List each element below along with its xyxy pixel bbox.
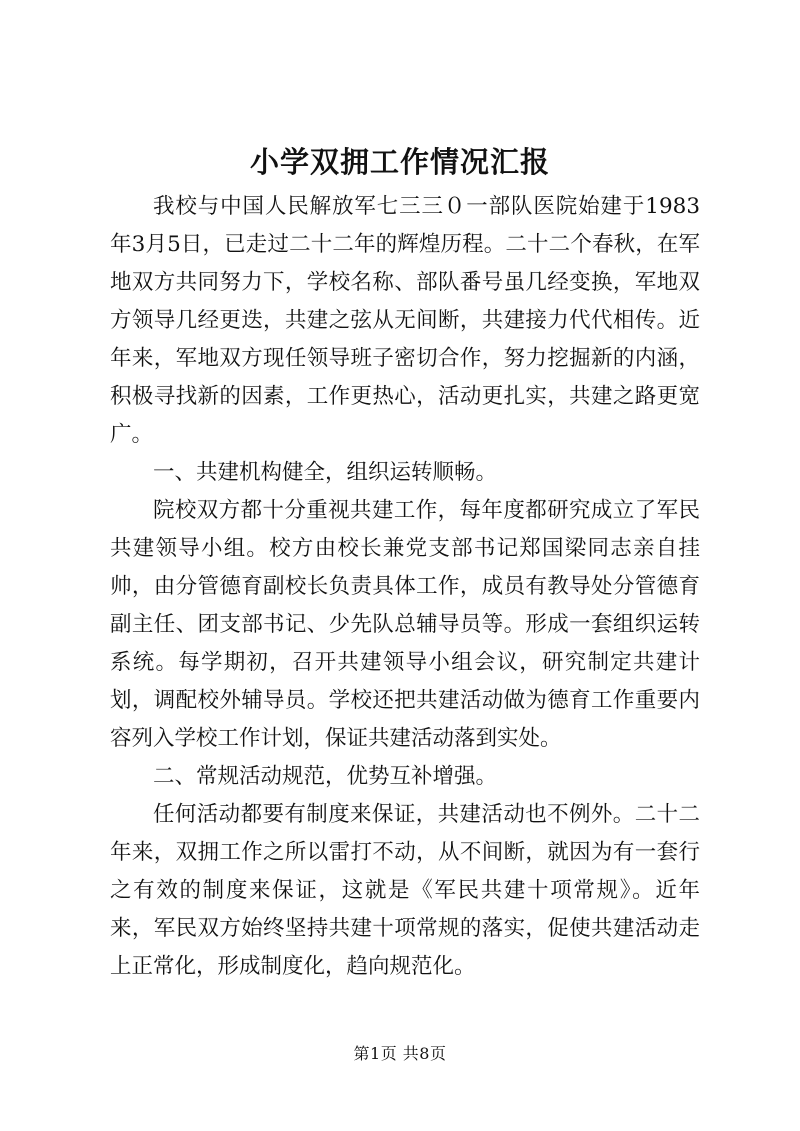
section-heading-activities: 二、常规活动规范，优势互补增强。 [153,764,498,789]
body-paragraph-organization: 院校双方都十分重视共建工作，每年度都研究成立了军民共建领导小组。校方由校长兼党支部书记郑国梁同志亲自挂帅，由分管德育副校长负责具体工作，成员有教导处分管德育副主任、团支部书记、少先队总辅导员等。形成一套组织运转系统。每学期初，召开共建领导小组会议，研究制定共建计划，调配校外辅导员。学校还把共建活动做为德育工作重要内容列入学校工作计划，保证共建活动落到实处。 [110,498,700,751]
body-paragraph-intro: 我校与中国人民解放军七三三０一部队医院始建于1983年3月5日，已走过二十二年的辉煌历程。二十二个春秋，在军地双方共同努力下，学校名称、部队番号虽几经变换，军地双方领导几经更迭，共建之弦从无间断，共建接力代代相传。近年来，军地双方现任领导班子密切合作，努力挖掘新的内涵，积极寻找新的因素，工作更热心，活动更扎实，共建之路更宽广。 [110,194,700,447]
document-body [110,188,700,986]
page-number-footer: 第1页 共8页 [353,1044,447,1063]
document-title: 小学双拥工作情况汇报 [249,145,550,179]
body-paragraph-activities: 任何活动都要有制度来保证，共建活动也不例外。二十二年来，双拥工作之所以雷打不动，从不间断，就因为有一套行之有效的制度来保证，这就是《军民共建十项常规》。近年来，军民双方始终坚持共建十项常规的落实，促使共建活动走上正常化，形成制度化，趋向规范化。 [110,802,700,979]
section-heading-organization: 一、共建机构健全，组织运转顺畅。 [153,460,498,485]
